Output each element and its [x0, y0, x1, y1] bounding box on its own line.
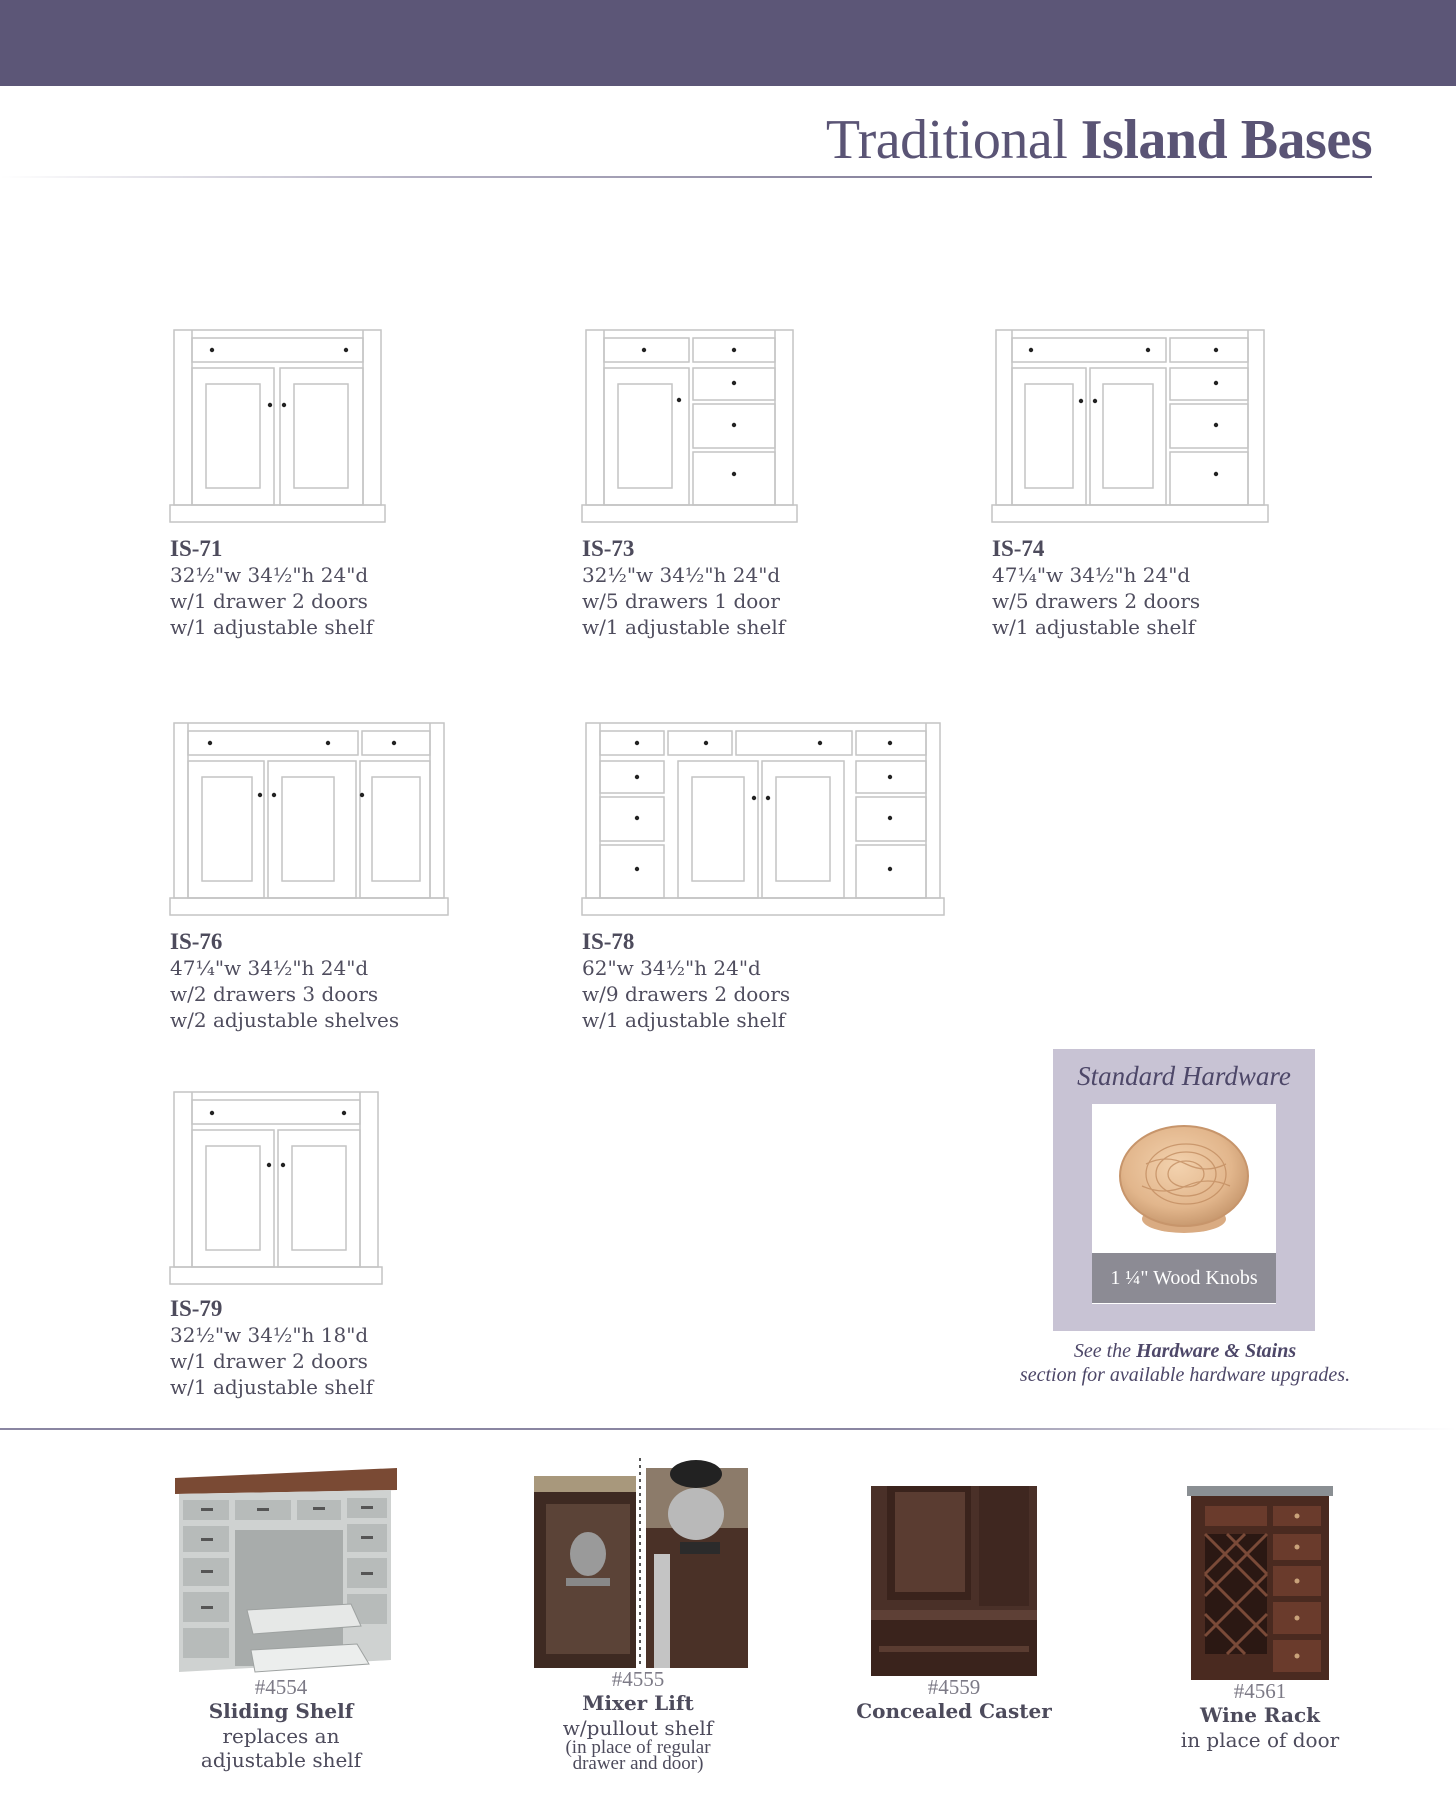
accessory-number: #4555 [611, 1667, 665, 1691]
cabinet-configuration: w/9 drawers 2 doors [582, 982, 791, 1006]
cabinet-is-76 [170, 721, 450, 1033]
cabinet-dimensions: 47¼"w 34½"h 24"d [170, 956, 369, 980]
standard-hardware-panel [1053, 1049, 1315, 1331]
accessory-mixer-lift [518, 1454, 758, 1772]
cabinet-dimensions: 62"w 34½"h 24"d [582, 956, 761, 980]
cabinet-is-76-drawing [170, 721, 450, 921]
title-bold: Island Bases [1080, 109, 1372, 171]
accessory-name: Concealed Caster [856, 1699, 1052, 1723]
cabinet-is-74 [992, 328, 1272, 640]
cabinet-code: IS-74 [992, 536, 1045, 561]
cabinet-is-79-drawing [170, 1090, 388, 1288]
accessory-name: Wine Rack [1199, 1703, 1320, 1727]
cabinet-is-73 [582, 328, 800, 640]
cabinet-shelves: w/2 adjustable shelves [170, 1008, 400, 1032]
cabinet-configuration: w/1 drawer 2 doors [170, 589, 368, 613]
cabinet-code: IS-76 [170, 929, 223, 954]
note-bold: Hardware & Stains [1136, 1340, 1297, 1362]
note-suffix: section for available hardware upgrades. [1019, 1364, 1351, 1386]
accessory-desc: replaces an [222, 1724, 340, 1748]
cabinet-is-73-drawing [582, 328, 800, 528]
cabinet-shelves: w/1 adjustable shelf [170, 1375, 374, 1399]
accessory-desc: w/pullout shelf [562, 1716, 714, 1740]
accessory-note: drawer and door) [572, 1753, 704, 1774]
cabinet-shelves: w/1 adjustable shelf [582, 1008, 786, 1032]
cabinet-configuration: w/5 drawers 1 door [582, 589, 780, 613]
cabinet-is-74-drawing [992, 328, 1272, 528]
cabinet-shelves: w/1 adjustable shelf [992, 615, 1196, 639]
accessory-number: #4554 [254, 1675, 308, 1699]
mixer-lift-photo [528, 1454, 748, 1668]
accessory-name: Mixer Lift [582, 1691, 694, 1715]
accessory-sliding-shelf [160, 1460, 402, 1772]
cabinet-is-79 [170, 1090, 388, 1400]
cabinet-configuration: w/2 drawers 3 doors [170, 982, 379, 1006]
wine-rack-photo [1187, 1486, 1333, 1680]
cabinet-shelves: w/1 adjustable shelf [170, 615, 374, 639]
accessory-wine-rack [1150, 1486, 1370, 1752]
top-banner [0, 0, 1456, 86]
cabinet-is-78 [582, 721, 946, 1033]
cabinet-configuration: w/1 drawer 2 doors [170, 1349, 368, 1373]
cabinet-code: IS-78 [582, 929, 635, 954]
accessory-number: #4559 [927, 1675, 981, 1699]
cabinet-code: IS-71 [170, 536, 223, 561]
cabinet-dimensions: 32½"w 34½"h 24"d [170, 563, 369, 587]
accessory-concealed-caster [846, 1486, 1062, 1724]
cabinet-dimensions: 32½"w 34½"h 18"d [170, 1323, 369, 1347]
cabinet-code: IS-73 [582, 536, 635, 561]
accessory-desc: adjustable shelf [200, 1748, 362, 1772]
accessory-number: #4561 [1233, 1679, 1287, 1703]
accessory-desc: in place of door [1180, 1728, 1340, 1752]
hardware-title: Standard Hardware [1077, 1061, 1291, 1091]
cabinet-is-71-drawing [170, 328, 388, 528]
title-rule [0, 176, 1372, 178]
title-light: Traditional [825, 109, 1068, 171]
note-prefix: See the [1073, 1340, 1132, 1362]
hardware-note [1000, 1339, 1370, 1387]
wood-knob-icon [1092, 1104, 1276, 1254]
page-title [826, 108, 1372, 172]
accessory-name: Sliding Shelf [208, 1699, 354, 1723]
cabinet-is-71 [170, 328, 388, 640]
cabinet-dimensions: 47¼"w 34½"h 24"d [992, 563, 1191, 587]
sliding-shelf-photo [165, 1460, 397, 1676]
cabinet-code: IS-79 [170, 1296, 223, 1321]
hardware-caption: 1 ¼" Wood Knobs [1092, 1253, 1276, 1303]
cabinet-is-78-drawing [582, 721, 946, 921]
cabinet-configuration: w/5 drawers 2 doors [992, 589, 1201, 613]
section-divider [0, 1428, 1456, 1430]
concealed-caster-photo [871, 1486, 1037, 1676]
cabinet-dimensions: 32½"w 34½"h 24"d [582, 563, 781, 587]
accessory-note: (in place of regular [565, 1737, 711, 1758]
cabinet-shelves: w/1 adjustable shelf [582, 615, 786, 639]
